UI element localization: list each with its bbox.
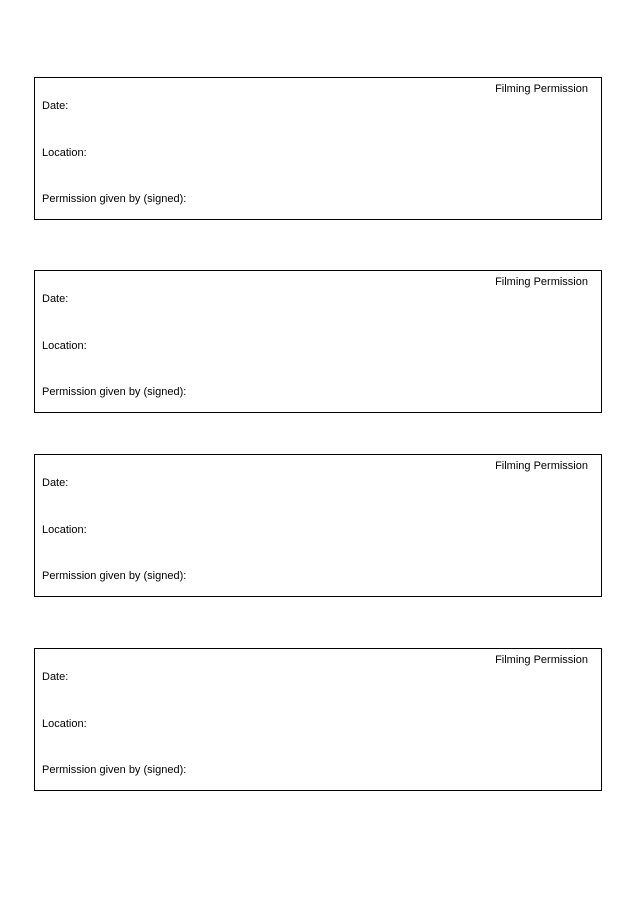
permission-card xyxy=(34,270,602,413)
location-label: Location: xyxy=(42,147,87,159)
date-label: Date: xyxy=(42,293,69,305)
card-title: Filming Permission xyxy=(495,83,588,95)
permission-card xyxy=(34,77,602,220)
permission-signature-label: Permission given by (signed): xyxy=(42,764,187,776)
location-label: Location: xyxy=(42,718,87,730)
permission-card xyxy=(34,648,602,791)
permission-signature-label: Permission given by (signed): xyxy=(42,386,187,398)
date-label: Date: xyxy=(42,671,69,683)
permission-signature-label: Permission given by (signed): xyxy=(42,570,187,582)
card-title: Filming Permission xyxy=(495,276,588,288)
location-label: Location: xyxy=(42,524,87,536)
location-label: Location: xyxy=(42,340,87,352)
permission-signature-label: Permission given by (signed): xyxy=(42,193,187,205)
card-title: Filming Permission xyxy=(495,654,588,666)
date-label: Date: xyxy=(42,100,69,112)
card-title: Filming Permission xyxy=(495,460,588,472)
permission-card xyxy=(34,454,602,597)
date-label: Date: xyxy=(42,477,69,489)
